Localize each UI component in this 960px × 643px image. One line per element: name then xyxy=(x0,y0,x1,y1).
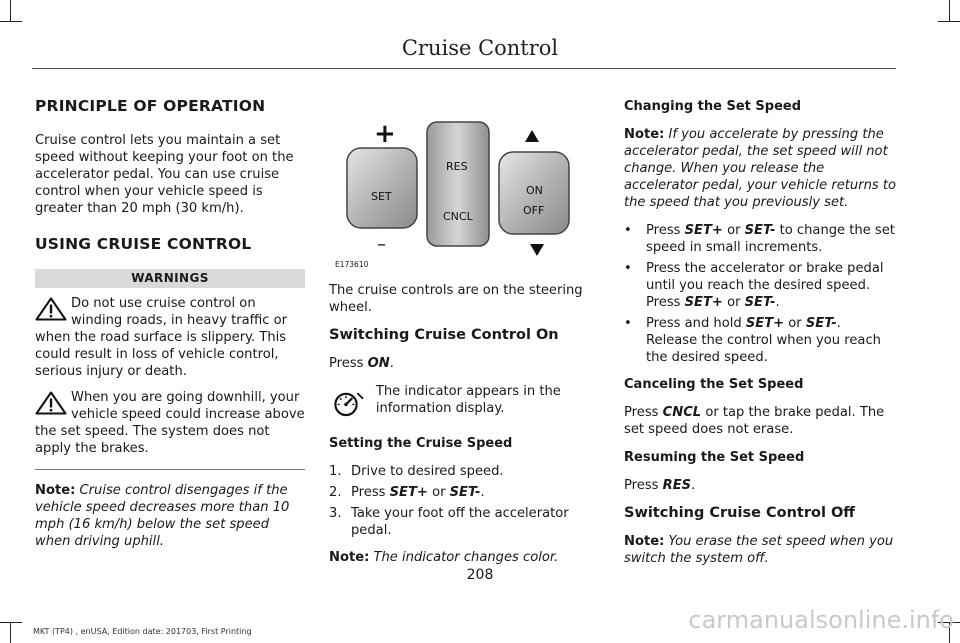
cncl-label: CNCL xyxy=(443,210,473,223)
step-text: Press xyxy=(351,485,390,500)
bullet-text: Press the accelerator or brake pedal until you reach the desired speed. Press xyxy=(646,261,884,310)
step-keyword: SET- xyxy=(449,485,481,500)
cruise-indicator-icon xyxy=(329,383,366,423)
heading-changing: Changing the Set Speed xyxy=(624,99,802,114)
bullet-text: . Release the control when you reach the desired speed. xyxy=(646,316,881,365)
paragraph-principle: Cruise control lets you maintain a set speed without keeping your foot on the accelerator pedal. You can use cruise control when your vehicle speed is greater than 20 mph (30 km/h). xyxy=(35,133,294,216)
crop-mark xyxy=(0,21,22,22)
off-label: OFF xyxy=(523,204,545,217)
bullet-keyword: SET+ xyxy=(684,295,723,310)
warnings-banner: WARNINGS xyxy=(35,269,305,288)
press-on xyxy=(329,355,601,372)
cancel-keyword: CNCL xyxy=(662,405,702,420)
crop-mark xyxy=(0,622,22,623)
column-left xyxy=(35,98,305,561)
bullet-keyword: SET- xyxy=(744,223,776,238)
cruise-switch-illustration xyxy=(329,100,601,270)
note-indicator xyxy=(329,549,601,566)
indicator-text: The indicator appears in the information display. xyxy=(375,384,561,416)
resume-keyword: RES xyxy=(662,478,692,493)
paragraph-canceling xyxy=(624,404,896,438)
page-number: 208 xyxy=(466,567,494,583)
step-keyword: SET+ xyxy=(389,485,428,500)
list-item xyxy=(329,505,601,539)
bullet: • xyxy=(624,261,632,276)
up-arrow-icon xyxy=(525,130,539,142)
note-text: If you accelerate by pressing the accelerator pedal, the set speed will not change. When you release the accelerator pedal, your vehicle returns to the speed that you previously set. xyxy=(624,127,897,210)
crop-mark xyxy=(10,623,11,643)
column-middle xyxy=(329,100,601,577)
bullet-text: Press xyxy=(646,223,685,238)
set-label: SET xyxy=(371,190,392,203)
note-label: Note: xyxy=(329,550,370,565)
bullet-keyword: SET+ xyxy=(684,223,723,238)
step-number: 2. xyxy=(329,485,342,500)
paragraph-resuming xyxy=(624,477,896,494)
cancel-text: Press xyxy=(624,405,663,420)
res-label: RES xyxy=(446,160,468,173)
step-text: or xyxy=(427,485,450,500)
on-label: ON xyxy=(526,184,543,197)
step-text: . xyxy=(480,485,485,500)
step-text: Drive to desired speed. xyxy=(351,464,504,479)
note-text: You erase the set speed when you switch the system off. xyxy=(624,534,894,566)
plus-label: + xyxy=(374,119,396,149)
note-text: Cruise control disengages if the vehicle speed decreases more than 10 mph (16 km/h) below the set speed when driving uphill. xyxy=(35,483,290,549)
warning-1-text: Do not use cruise control on winding roads, in heavy traffic or when the road surface is slippery. This could result in loss of vehicle control, serious injury or death. xyxy=(35,296,288,379)
note-changing xyxy=(624,126,896,211)
heading-using: USING CRUISE CONTROL xyxy=(35,235,252,253)
heading-principle: PRINCIPLE OF OPERATION xyxy=(35,97,266,115)
column-right xyxy=(624,98,896,578)
heading-switch-on: Switching Cruise Control On xyxy=(329,327,559,343)
resume-text: . xyxy=(691,478,696,493)
note-label: Note: xyxy=(624,127,665,142)
cancel-text: or tap the brake pedal. The set speed does not erase. xyxy=(624,405,885,437)
bullet-text: Press and hold xyxy=(646,316,746,331)
figure-id: E173610 xyxy=(335,260,369,269)
bullet-text: to change the set speed in small increments. xyxy=(646,223,895,255)
header-rule xyxy=(32,68,896,69)
bullets-list xyxy=(624,222,896,366)
res-cncl-button xyxy=(427,122,489,246)
steering-controls-figure xyxy=(329,100,601,270)
warning-triangle-icon xyxy=(35,297,67,321)
note-text: The indicator changes color. xyxy=(373,550,559,565)
bullet: • xyxy=(624,223,632,238)
bullet-text: or xyxy=(722,223,745,238)
divider xyxy=(35,469,305,470)
list-item xyxy=(329,484,601,501)
warning-triangle-icon xyxy=(35,391,67,415)
resume-text: Press xyxy=(624,478,663,493)
bullet-text: . xyxy=(775,295,780,310)
paragraph-controls: The cruise controls are on the steering wheel. xyxy=(329,283,583,315)
minus-label: – xyxy=(377,234,386,255)
step-number: 1. xyxy=(329,464,342,479)
heading-setting: Setting the Cruise Speed xyxy=(329,436,513,451)
bullet-keyword: SET- xyxy=(805,316,837,331)
crop-mark xyxy=(938,21,960,22)
warning-2-text: When you are going downhill, your vehicle speed could increase above the set speed. The system does not apply the brakes. xyxy=(35,390,305,456)
list-item xyxy=(624,260,896,311)
note-switch-off xyxy=(624,533,896,567)
heading-switch-off: Switching Cruise Control Off xyxy=(624,505,856,521)
note-disengage xyxy=(35,482,305,550)
note-label: Note: xyxy=(35,483,76,498)
step-number: 3. xyxy=(329,506,342,521)
press-on-post: . xyxy=(389,356,394,371)
crop-mark xyxy=(949,0,950,22)
steps-list xyxy=(329,463,601,539)
down-arrow-icon xyxy=(530,244,544,256)
heading-canceling: Canceling the Set Speed xyxy=(624,377,804,392)
bullet-keyword: SET- xyxy=(744,295,776,310)
step-text: Take your foot off the accelerator pedal. xyxy=(351,506,569,538)
page-title: Cruise Control xyxy=(401,36,559,60)
warning-1 xyxy=(35,295,305,380)
indicator-row xyxy=(329,383,601,423)
bullet-text: or xyxy=(784,316,806,331)
edition-footer: MKT (TP4) , enUSA, Edition date: 201703, First Printing xyxy=(33,627,252,636)
press-on-pre: Press xyxy=(329,356,368,371)
bullet-keyword: SET+ xyxy=(745,316,785,331)
list-item xyxy=(624,222,896,256)
press-on-keyword: ON xyxy=(367,356,390,371)
bullet-text: or xyxy=(722,295,745,310)
bullet: • xyxy=(624,316,632,331)
note-label: Note: xyxy=(624,534,665,549)
set-button xyxy=(347,148,417,228)
list-item xyxy=(329,463,601,480)
heading-resuming: Resuming the Set Speed xyxy=(624,450,805,465)
list-item xyxy=(624,315,896,366)
watermark: carmanualsonline.info xyxy=(688,606,954,634)
crop-mark xyxy=(10,0,11,22)
warning-2 xyxy=(35,389,305,457)
